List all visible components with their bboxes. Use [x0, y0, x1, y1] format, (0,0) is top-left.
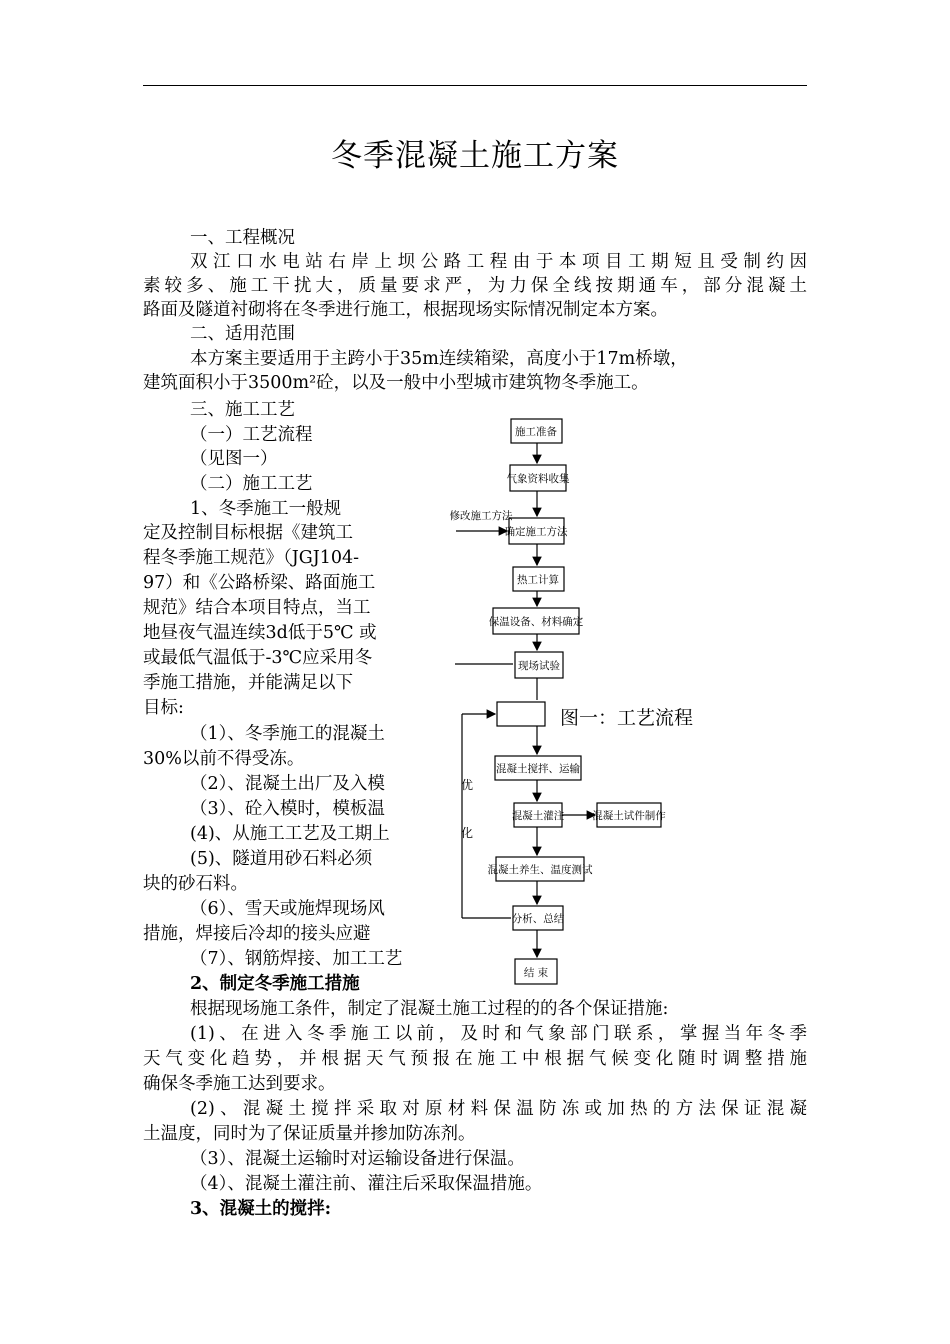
figure-caption: 图一：工艺流程 [560, 707, 694, 729]
paragraph-line: 季施工措施，并能满足以下 [143, 673, 353, 693]
paragraph-line: 根据现场施工条件，制定了混凝土施工过程的的各个保证措施: [190, 999, 669, 1019]
paragraph-line: 素较多、施工干扰大，质量要求严，为力保全线按期通车，部分混凝土 [143, 276, 807, 296]
paragraph-line: 或最低气温低于-3℃应采用冬 [143, 648, 373, 668]
loop-label: 优 [460, 778, 474, 792]
paragraph-line: （3）、砼入模时，模板温 [190, 799, 385, 819]
paragraph-line: 双江口水电站右岸上坝公路工程由于本项目工期短且受制约因 [190, 252, 807, 272]
paragraph-line: （3）、混凝土运输时对运输设备进行保温。 [190, 1149, 525, 1169]
paragraph-line: 规范》结合本项目特点，当工 [143, 598, 371, 618]
paragraph-line: 天气变化趋势，并根据天气预报在施工中根据气候变化随时调整措施 [143, 1049, 807, 1069]
paragraph-line: (1)、在进入冬季施工以前，及时和气象部门联系，掌握当年冬季 [190, 1024, 807, 1044]
flow-box-label: 保温设备、材料确定 [488, 616, 584, 628]
heading-overview: 一、工程概况 [190, 228, 295, 248]
paragraph-line: 本方案主要适用于主跨小于35m连续箱梁，高度小于17m桥墩， [190, 349, 688, 369]
flow-box-label: 确定施工方法 [504, 526, 568, 538]
paragraph-line: （7）、钢筋焊接、加工工艺 [190, 949, 403, 969]
flow-box-label: 修改施工方法 [449, 510, 513, 522]
paragraph-line: 措施，焊接后冷却的接头应避 [143, 924, 371, 944]
flow-box-label: 混凝土试件制作 [592, 810, 666, 822]
paragraph-line: 确保冬季施工达到要求。 [143, 1074, 336, 1094]
see-figure-note: （见图一） [190, 449, 278, 469]
paragraph-line: 块的砂石料。 [143, 874, 248, 894]
flow-box-label: 结 束 [523, 967, 549, 979]
document-title: 冬季混凝土施工方案 [331, 138, 619, 174]
paragraph-line: 目标: [143, 698, 184, 718]
heading-scope: 二、适用范围 [190, 324, 295, 344]
subheading-mixing: 3、混凝土的搅拌: [190, 1199, 332, 1219]
paragraph-line: （6）、雪天或施焊现场风 [190, 899, 385, 919]
paragraph-line: 30%以前不得受冻。 [143, 749, 305, 769]
paragraph-line: （2）、混凝土出厂及入模 [190, 774, 385, 794]
paragraph-line: 地昼夜气温连续3d低于5℃ 或 [143, 623, 377, 643]
subheading-flow: （一）工艺流程 [190, 425, 313, 445]
flow-box [497, 702, 545, 726]
flow-box-label: 施工准备 [515, 426, 557, 438]
paragraph-line: 土温度，同时为了保证质量并掺加防冻剂。 [143, 1124, 476, 1144]
flow-box-label: 热工计算 [517, 574, 559, 586]
loop-label: 化 [460, 826, 474, 840]
paragraph-line: （4）、混凝土灌注前、灌注后采取保温措施。 [190, 1174, 543, 1194]
paragraph-line: （1）、冬季施工的混凝土 [190, 724, 385, 744]
heading-process: 三、施工工艺 [190, 400, 295, 420]
paragraph-line: (4)、从施工工艺及工期上 [190, 824, 390, 844]
flow-box-label: 气象资料收集 [506, 473, 570, 485]
subheading-measures: 2、制定冬季施工措施 [190, 974, 360, 994]
flow-box-label: 混凝土搅拌、运输 [496, 763, 580, 775]
flow-box-label: 混凝土养生、温度测试 [487, 864, 593, 876]
paragraph-line: (5)、隧道用砂石料必须 [190, 849, 373, 869]
flow-box-label: 现场试验 [518, 660, 560, 672]
paragraph-line: 定及控制目标根据《建筑工 [143, 523, 353, 543]
paragraph-line: 1、冬季施工一般规 [190, 499, 342, 519]
paragraph-line: 路面及隧道衬砌将在冬季进行施工，根据现场实际情况制定本方案。 [143, 300, 668, 320]
flow-box-label: 混凝土灌注 [511, 810, 565, 822]
paragraph-line: 程冬季施工规范》（JGJ104- [143, 548, 360, 568]
paragraph-line: 97）和《公路桥梁、路面施工 [143, 573, 376, 593]
flow-box-label: 分析、总结 [511, 913, 565, 925]
paragraph-line: 建筑面积小于3500m²砼，以及一般中小型城市建筑物冬季施工。 [143, 373, 649, 393]
paragraph-line: (2)、混凝土搅拌采取对原材料保温防冻或加热的方法保证混凝 [190, 1099, 807, 1119]
subheading-craft: （二）施工工艺 [190, 474, 313, 494]
